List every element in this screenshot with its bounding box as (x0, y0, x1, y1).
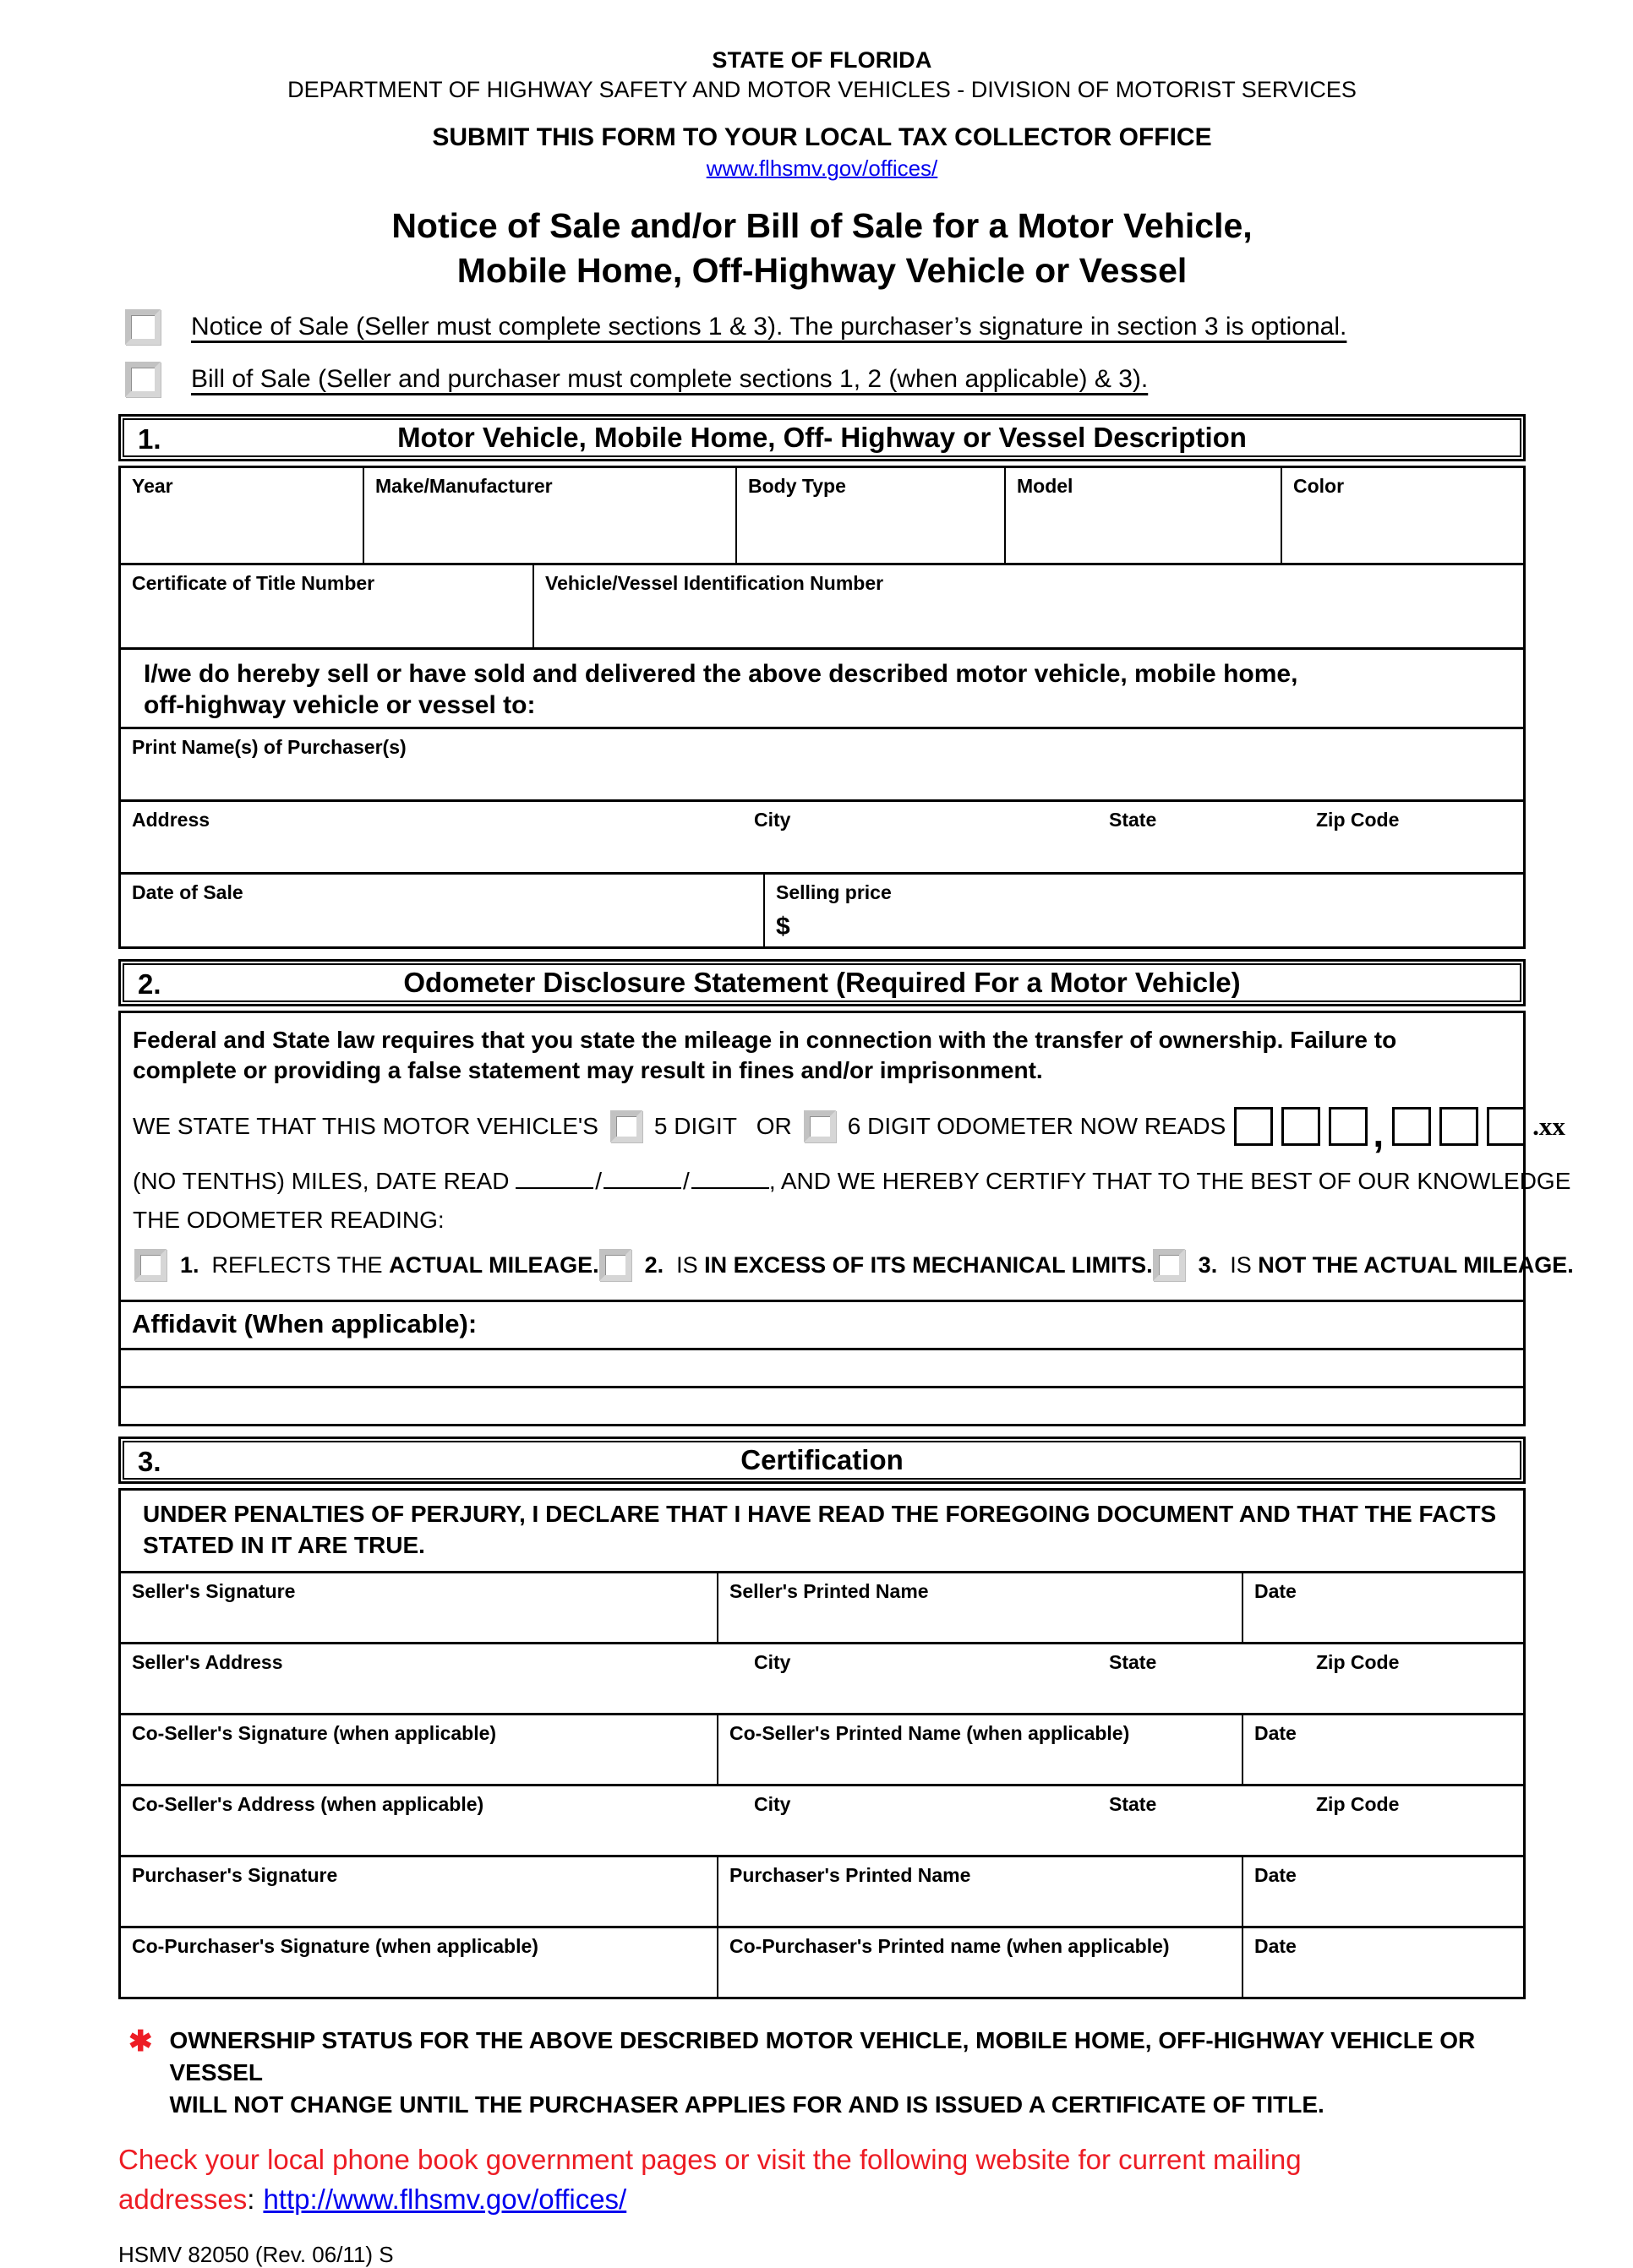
notice-of-sale-checkbox[interactable] (125, 309, 161, 345)
seller-address-label: Seller's Address (132, 1651, 283, 1674)
purchaser-date-label: Date (1254, 1864, 1297, 1887)
option2-bold-text: IN EXCESS OF ITS MECHANICAL LIMITS. (704, 1251, 1153, 1278)
odometer-statement-body (121, 1013, 1574, 1300)
certification-statement-row (121, 1491, 1523, 1571)
year-field[interactable] (121, 468, 363, 563)
red-asterisk-icon: ✱ (128, 2025, 153, 2058)
certification-statement-line2: STATED IN IT ARE TRUE. (143, 1531, 425, 1558)
title-vin-row (121, 563, 1523, 647)
date-price-row (121, 872, 1523, 946)
option1-text: REFLECTS THE (211, 1251, 390, 1278)
purchaser-printed-name-label: Purchaser's Printed Name (729, 1864, 971, 1887)
city-label: City (754, 808, 791, 831)
purchaser-address-row (121, 799, 1523, 872)
dollar-sign: $ (776, 912, 790, 940)
purchaser-signature-field[interactable] (121, 1857, 717, 1926)
certification-statement-line1: UNDER PENALTIES OF PERJURY, I DECLARE THAT I HAVE READ THE FOREGOING DOCUMENT AND THAT THE FACTS (143, 1501, 1497, 1528)
odometer-digit-box[interactable] (1329, 1107, 1368, 1146)
sale-statement-line2: off-highway vehicle or vessel to: (144, 691, 536, 720)
section1-table (118, 466, 1526, 949)
odometer-reading-label: THE ODOMETER READING: (133, 1207, 445, 1234)
option2-text: IS (676, 1251, 705, 1278)
seller-signature-row (121, 1571, 1523, 1642)
seller-state-field[interactable] (1098, 1644, 1305, 1713)
section2-header (118, 959, 1526, 1006)
address-label: Address (132, 808, 210, 831)
we-state-text: WE STATE THAT THIS MOTOR VEHICLE'S (133, 1113, 598, 1140)
bill-of-sale-label: Bill of Sale (Seller and purchaser must complete sections 1, 2 (when applicable) & 3). (191, 364, 1149, 393)
selling-price-label: Selling price (776, 880, 892, 903)
form-page (118, 0, 1574, 2268)
mailing-instruction-line1: Check your local phone book government pages or visit the following website for current mailing (118, 2143, 1302, 2175)
offices-url-link[interactable]: http://www.flhsmv.gov/offices/ (263, 2183, 627, 2216)
five-digit-checkbox[interactable] (610, 1110, 642, 1142)
section2-title: Odometer Disclosure Statement (Required For a Motor Vehicle) (403, 966, 1241, 998)
affidavit-label: Affidavit (When applicable): (121, 1300, 1523, 1348)
ownership-status-note (118, 2025, 1526, 2120)
submit-instruction: SUBMIT THIS FORM TO YOUR LOCAL TAX COLLECTOR OFFICE (432, 123, 1212, 151)
state-field[interactable] (1098, 802, 1305, 872)
co-seller-state-field[interactable] (1098, 1786, 1305, 1855)
vehicle-description-row (121, 468, 1523, 563)
purchaser-signature-label: Purchaser's Signature (132, 1864, 338, 1887)
form-title-line1: Notice of Sale and/or Bill of Sale for a Motor Vehicle, (391, 206, 1253, 245)
seller-signature-field[interactable] (121, 1573, 717, 1642)
co-seller-date-field[interactable] (1242, 1715, 1523, 1784)
co-purchaser-signature-field[interactable] (121, 1928, 717, 1997)
ownership-note-line1: OWNERSHIP STATUS FOR THE ABOVE DESCRIBED MOTOR VEHICLE, MOBILE HOME, OFF-HIGHWAY VEHICLE OR VESSEL (169, 2027, 1476, 2085)
purchaser-name-label: Print Name(s) of Purchaser(s) (132, 735, 407, 758)
option-excess-mechanical-limits (599, 1249, 1153, 1281)
selling-price-field[interactable] (763, 875, 1523, 946)
purchaser-date-field[interactable] (1242, 1857, 1523, 1926)
certification-statement (121, 1491, 1505, 1571)
odometer-comma: , (1373, 1111, 1384, 1156)
option3-text: IS (1230, 1251, 1259, 1278)
six-digit-label: 6 DIGIT ODOMETER NOW READS (847, 1113, 1226, 1140)
title-number-label: Certificate of Title Number (132, 571, 375, 594)
affidavit-blank-row[interactable] (121, 1386, 1523, 1424)
option-actual-mileage (134, 1249, 599, 1281)
affidavit-blank-row[interactable] (121, 1348, 1523, 1386)
seller-city-field[interactable] (743, 1644, 1098, 1713)
date-read-line (133, 1164, 1571, 1195)
seller-zip-field[interactable] (1305, 1644, 1523, 1713)
section3-table (118, 1488, 1526, 1999)
date-slash: / (683, 1168, 690, 1195)
date-read-month-blank[interactable] (516, 1164, 593, 1189)
odometer-options-row (133, 1249, 1574, 1281)
address-field[interactable] (121, 802, 743, 872)
excess-limits-checkbox[interactable] (599, 1249, 631, 1281)
co-purchaser-printed-name-field[interactable] (717, 1928, 1242, 1997)
sale-statement-line1: I/we do hereby sell or have sold and delivered the above described motor vehicle, mobile home, (144, 659, 1298, 688)
offices-website-link[interactable]: www.flhsmv.gov/offices/ (706, 155, 938, 181)
year-label: Year (132, 474, 173, 497)
option1-bold-text: ACTUAL MILEAGE. (389, 1251, 599, 1278)
seller-zip-label: Zip Code (1316, 1651, 1400, 1674)
date-read-year-blank[interactable] (691, 1164, 769, 1189)
section3-header (118, 1437, 1526, 1484)
date-of-sale-label: Date of Sale (132, 880, 243, 903)
purchaser-name-field[interactable] (121, 729, 1523, 799)
mailing-address-instruction (118, 2140, 1526, 2221)
ownership-note-line2: WILL NOT CHANGE UNTIL THE PURCHASER APPLIES FOR AND IS ISSUED A CERTIFICATE OF TITLE. (169, 2091, 1324, 2118)
co-purchaser-signature-label: Co-Purchaser's Signature (when applicable) (132, 1935, 538, 1958)
co-seller-printed-name-field[interactable] (717, 1715, 1242, 1784)
not-actual-mileage-checkbox[interactable] (1153, 1249, 1185, 1281)
model-label: Model (1017, 474, 1073, 497)
odometer-decimal-suffix: .xx (1532, 1111, 1565, 1142)
color-field[interactable] (1281, 468, 1523, 563)
section1-header (118, 414, 1526, 461)
co-seller-signature-field[interactable] (121, 1715, 717, 1784)
form-type-options (118, 309, 1526, 397)
co-seller-printed-name-label: Co-Seller's Printed Name (when applicable) (729, 1722, 1130, 1745)
vin-label: Vehicle/Vessel Identification Number (545, 571, 884, 594)
no-tenths-text: (NO TENTHS) MILES, DATE READ (133, 1168, 516, 1195)
co-purchaser-date-field[interactable] (1242, 1928, 1523, 1997)
notice-of-sale-option (118, 309, 1526, 345)
co-seller-city-label: City (754, 1793, 791, 1816)
odometer-law-text (133, 1025, 1511, 1087)
co-purchaser-printed-name-label: Co-Purchaser's Printed name (when applicable) (729, 1935, 1170, 1958)
seller-state-label: State (1109, 1651, 1157, 1674)
co-seller-address-row (121, 1784, 1523, 1855)
section1-number: 1. (138, 423, 161, 455)
vin-field[interactable] (532, 565, 1523, 647)
state-heading: STATE OF FLORIDA (712, 47, 932, 73)
make-label: Make/Manufacturer (375, 474, 553, 497)
model-field[interactable] (1004, 468, 1281, 563)
bill-of-sale-option (118, 362, 1526, 397)
seller-printed-name-label: Seller's Printed Name (729, 1580, 929, 1603)
co-seller-signature-label: Co-Seller's Signature (when applicable) (132, 1722, 497, 1745)
ownership-note-text (170, 2025, 1526, 2120)
odometer-law-line2: complete or providing a false statement may result in fines and/or imprisonment. (133, 1056, 1043, 1083)
section3-number: 3. (138, 1446, 161, 1478)
city-field[interactable] (743, 802, 1098, 872)
seller-date-label: Date (1254, 1580, 1297, 1603)
section1-title: Motor Vehicle, Mobile Home, Off- Highway or Vessel Description (397, 421, 1247, 453)
option-not-actual-mileage (1153, 1249, 1574, 1281)
make-field[interactable] (363, 468, 735, 563)
five-digit-label: 5 DIGIT OR (653, 1113, 792, 1140)
sale-statement (121, 650, 1306, 727)
color-label: Color (1293, 474, 1345, 497)
co-seller-date-label: Date (1254, 1722, 1297, 1745)
co-purchaser-signature-row (121, 1926, 1523, 1997)
co-seller-signature-row (121, 1713, 1523, 1784)
purchaser-printed-name-field[interactable] (717, 1857, 1242, 1926)
form-title (118, 204, 1526, 294)
certify-text: , AND WE HEREBY CERTIFY THAT TO THE BEST OF OUR KNOWLEDGE (768, 1168, 1571, 1195)
zip-field[interactable] (1305, 802, 1523, 872)
form-number: HSMV 82050 (Rev. 06/11) S (118, 2242, 394, 2268)
option3-bold-text: NOT THE ACTUAL MILEAGE. (1258, 1251, 1574, 1278)
title-number-field[interactable] (121, 565, 532, 647)
purchaser-name-row (121, 727, 1523, 799)
six-digit-checkbox[interactable] (804, 1110, 836, 1142)
co-purchaser-date-label: Date (1254, 1935, 1297, 1958)
notice-of-sale-label: Notice of Sale (Seller must complete sections 1 & 3). The purchaser’s signature in section 3 is optional. (191, 312, 1347, 341)
state-label: State (1109, 808, 1157, 831)
odometer-law-line1: Federal and State law requires that you state the mileage in connection with the transfer of ownership. Failure to (133, 1026, 1397, 1053)
option1-number: 1. (180, 1251, 212, 1278)
department-heading: DEPARTMENT OF HIGHWAY SAFETY AND MOTOR VEHICLES - DIVISION OF MOTORIST SERVICES (287, 77, 1357, 102)
option2-number: 2. (644, 1251, 677, 1278)
seller-address-row (121, 1642, 1523, 1713)
co-seller-address-field[interactable] (121, 1786, 743, 1855)
odometer-digit-box[interactable] (1487, 1107, 1526, 1146)
odometer-digit-box[interactable] (1392, 1107, 1431, 1146)
seller-address-field[interactable] (121, 1644, 743, 1713)
section3-title: Certification (740, 1444, 904, 1476)
co-seller-state-label: State (1109, 1793, 1157, 1816)
date-read-day-blank[interactable] (604, 1164, 681, 1189)
section2-number: 2. (138, 968, 161, 1000)
addresses-word: addresses (118, 2183, 248, 2216)
seller-signature-label: Seller's Signature (132, 1580, 296, 1603)
actual-mileage-checkbox[interactable] (134, 1249, 167, 1281)
body-type-field[interactable] (735, 468, 1004, 563)
odometer-digit-box[interactable] (1281, 1107, 1320, 1146)
co-seller-zip-field[interactable] (1305, 1786, 1523, 1855)
co-seller-city-field[interactable] (743, 1786, 1098, 1855)
odometer-reading-line (133, 1104, 1565, 1156)
co-seller-address-label: Co-Seller's Address (when applicable) (132, 1793, 484, 1816)
option3-number: 3. (1198, 1251, 1231, 1278)
date-of-sale-field[interactable] (121, 875, 763, 946)
bill-of-sale-checkbox[interactable] (125, 362, 161, 397)
section2-table (118, 1011, 1574, 1427)
odometer-digit-box[interactable] (1439, 1107, 1478, 1146)
zip-label: Zip Code (1316, 808, 1400, 831)
sale-statement-row (121, 647, 1523, 727)
odometer-digit-box[interactable] (1234, 1107, 1273, 1146)
colon: : (247, 2183, 255, 2216)
form-header (118, 0, 1526, 294)
purchaser-signature-row (121, 1855, 1523, 1926)
co-seller-zip-label: Zip Code (1316, 1793, 1400, 1816)
seller-city-label: City (754, 1651, 791, 1674)
mailing-instruction-line2 (118, 2179, 1526, 2220)
body-type-label: Body Type (748, 474, 846, 497)
date-slash: / (595, 1168, 603, 1195)
form-title-line2: Mobile Home, Off-Highway Vehicle or Vessel (456, 251, 1188, 291)
seller-printed-name-field[interactable] (717, 1573, 1242, 1642)
seller-date-field[interactable] (1242, 1573, 1523, 1642)
